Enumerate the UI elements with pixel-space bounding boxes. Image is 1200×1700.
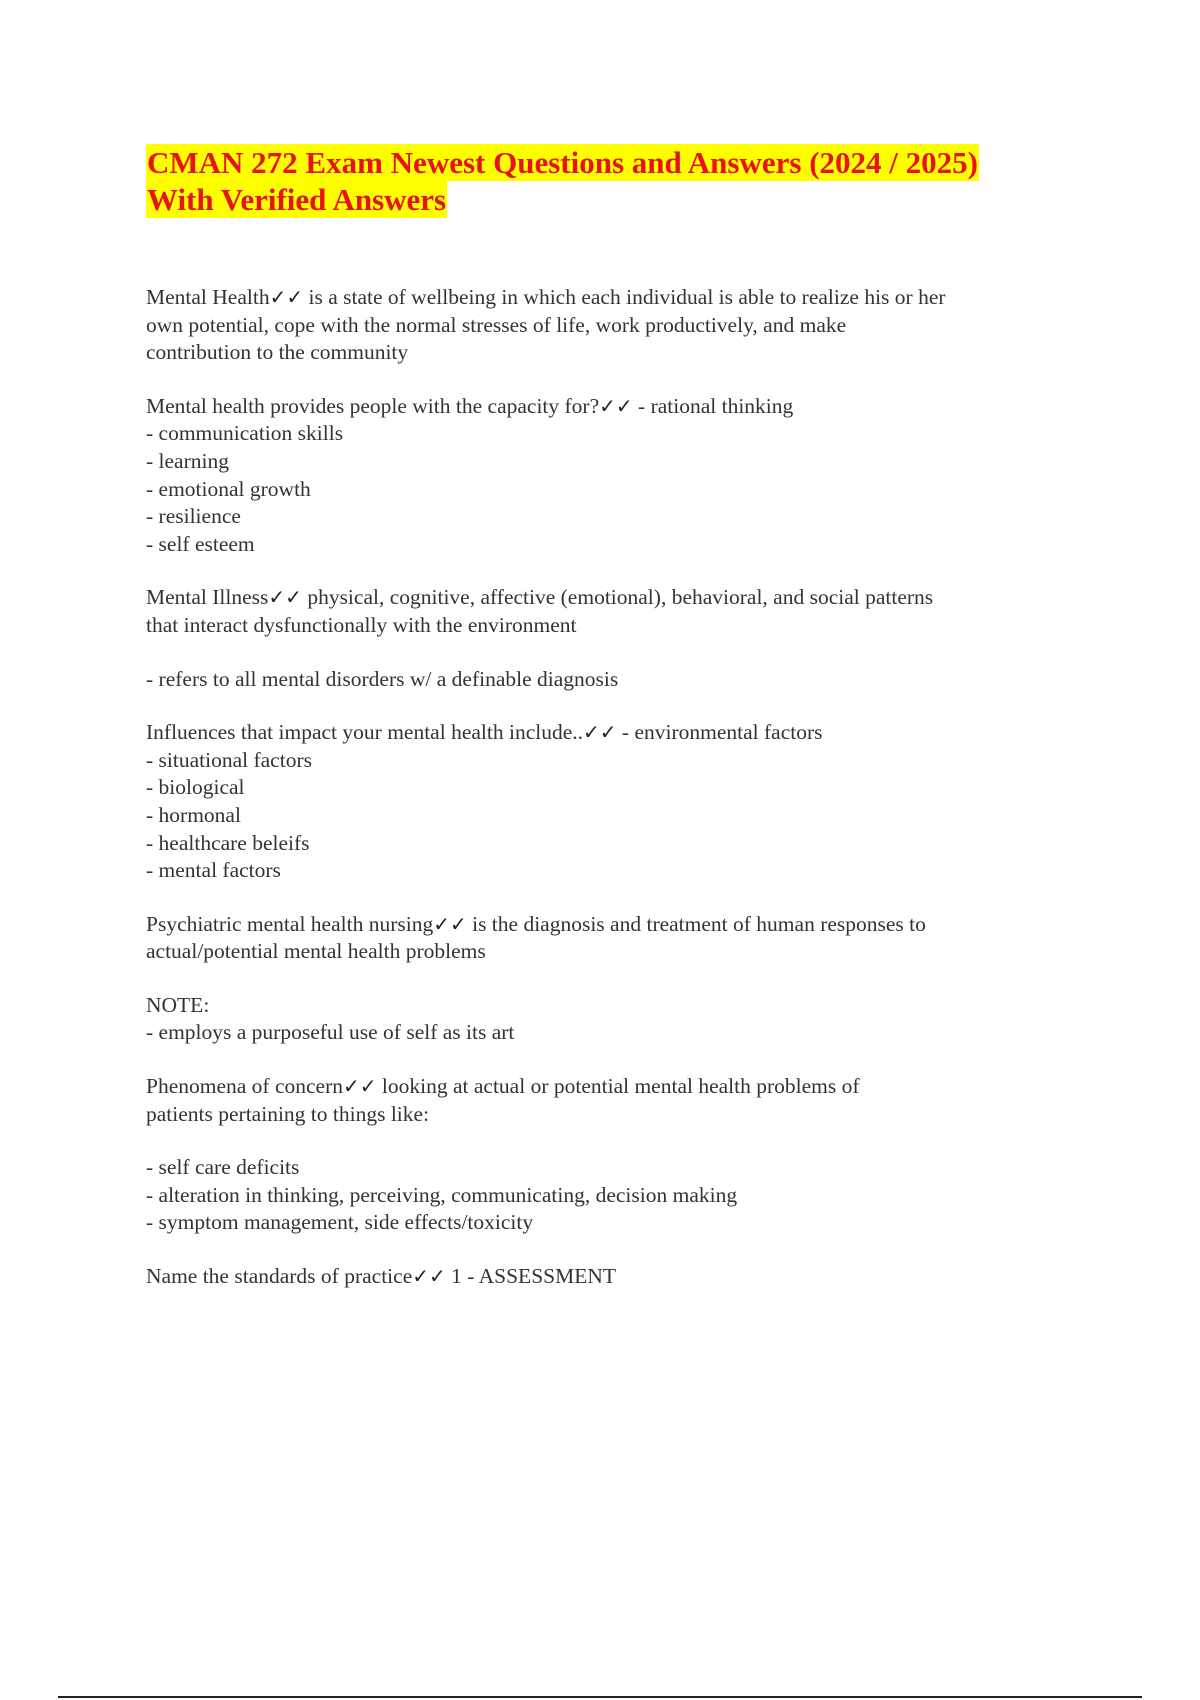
list-item: - learning xyxy=(146,448,229,473)
list-item: - healthcare beleifs xyxy=(146,830,310,855)
check-mark-icon: ✓✓ xyxy=(343,1074,377,1099)
list-item: - symptom management, side effects/toxicity xyxy=(146,1210,534,1235)
title-line-2: With Verified Answers xyxy=(147,182,447,217)
entry-psychiatric-nursing: Psychiatric mental health nursing✓✓ is the diagnosis and treatment of human responses to actual/potential mental health problems xyxy=(146,911,926,964)
entry-mental-illness-note: - refers to all mental disorders w/ a definable diagnosis xyxy=(146,666,619,691)
entry-term: Mental Health xyxy=(146,285,270,309)
entry-capacity: Mental health provides people with the capacity for?✓✓ - rational thinking - communication skills - learning - emotional growth - resilience - self esteem xyxy=(146,393,794,556)
list-item: - resilience xyxy=(146,504,241,529)
check-mark-icon: ✓✓ xyxy=(433,911,467,936)
entry-mental-health: Mental Health✓✓ is a state of wellbeing in which each individual is able to realize his or her own potential, cope with the normal stresses of life, work productively, and make contribution to the community xyxy=(146,285,946,365)
document-title xyxy=(146,144,1046,218)
entry-mental-illness: Mental Illness✓✓ physical, cognitive, affective (emotional), behavioral, and social patterns that interact dysfunctionally with the environment xyxy=(146,585,934,637)
document-body xyxy=(146,284,1076,1291)
list-item: - alteration in thinking, perceiving, communicating, decision making xyxy=(146,1182,738,1207)
entry-term: Phenomena of concern xyxy=(146,1074,344,1099)
entry-standards-of-practice: Name the standards of practice✓✓ 1 - ASSESSMENT xyxy=(146,1264,617,1289)
entry-term: Influences that impact your mental health include.. xyxy=(146,720,584,745)
entry-term: Psychiatric mental health nursing xyxy=(146,911,434,936)
page-bottom-divider xyxy=(58,1696,1142,1698)
check-mark-icon: ✓✓ xyxy=(583,720,617,745)
list-item: - emotional growth xyxy=(146,476,311,501)
check-mark-icon: ✓✓ xyxy=(412,1264,446,1289)
check-mark-icon: ✓✓ xyxy=(268,585,302,610)
entry-phenomena-of-concern: Phenomena of concern✓✓ looking at actual or potential mental health problems of patients pertaining to things like: xyxy=(146,1074,860,1126)
list-item: - mental factors xyxy=(146,858,281,883)
entry-term: Name the standards of practice xyxy=(146,1264,413,1289)
check-mark-icon: ✓✓ xyxy=(269,285,304,309)
title-line-1: CMAN 272 Exam Newest Questions and Answers (2024 / 2025) xyxy=(147,145,978,180)
entry-term: Mental health provides people with the capacity for? xyxy=(146,393,600,418)
list-item: - hormonal xyxy=(146,802,241,827)
list-item: - employs a purposeful use of self as its art xyxy=(146,1020,515,1045)
entry-phenomena-list xyxy=(146,1154,1076,1237)
entry-term: Mental Illness xyxy=(146,585,269,610)
entry-influences: Influences that impact your mental health include..✓✓ - environmental factors - situational factors - biological - hormonal - healthcare beleifs - mental factors xyxy=(146,720,823,883)
list-item: - biological xyxy=(146,775,245,800)
list-item: - communication skills xyxy=(146,421,344,446)
list-item: - self care deficits xyxy=(146,1155,300,1180)
list-item: - situational factors xyxy=(146,747,312,772)
entry-psychiatric-note: NOTE: - employs a purposeful use of self as its art xyxy=(146,992,515,1045)
check-mark-icon: ✓✓ xyxy=(599,393,633,418)
list-item: - self esteem xyxy=(146,531,255,556)
